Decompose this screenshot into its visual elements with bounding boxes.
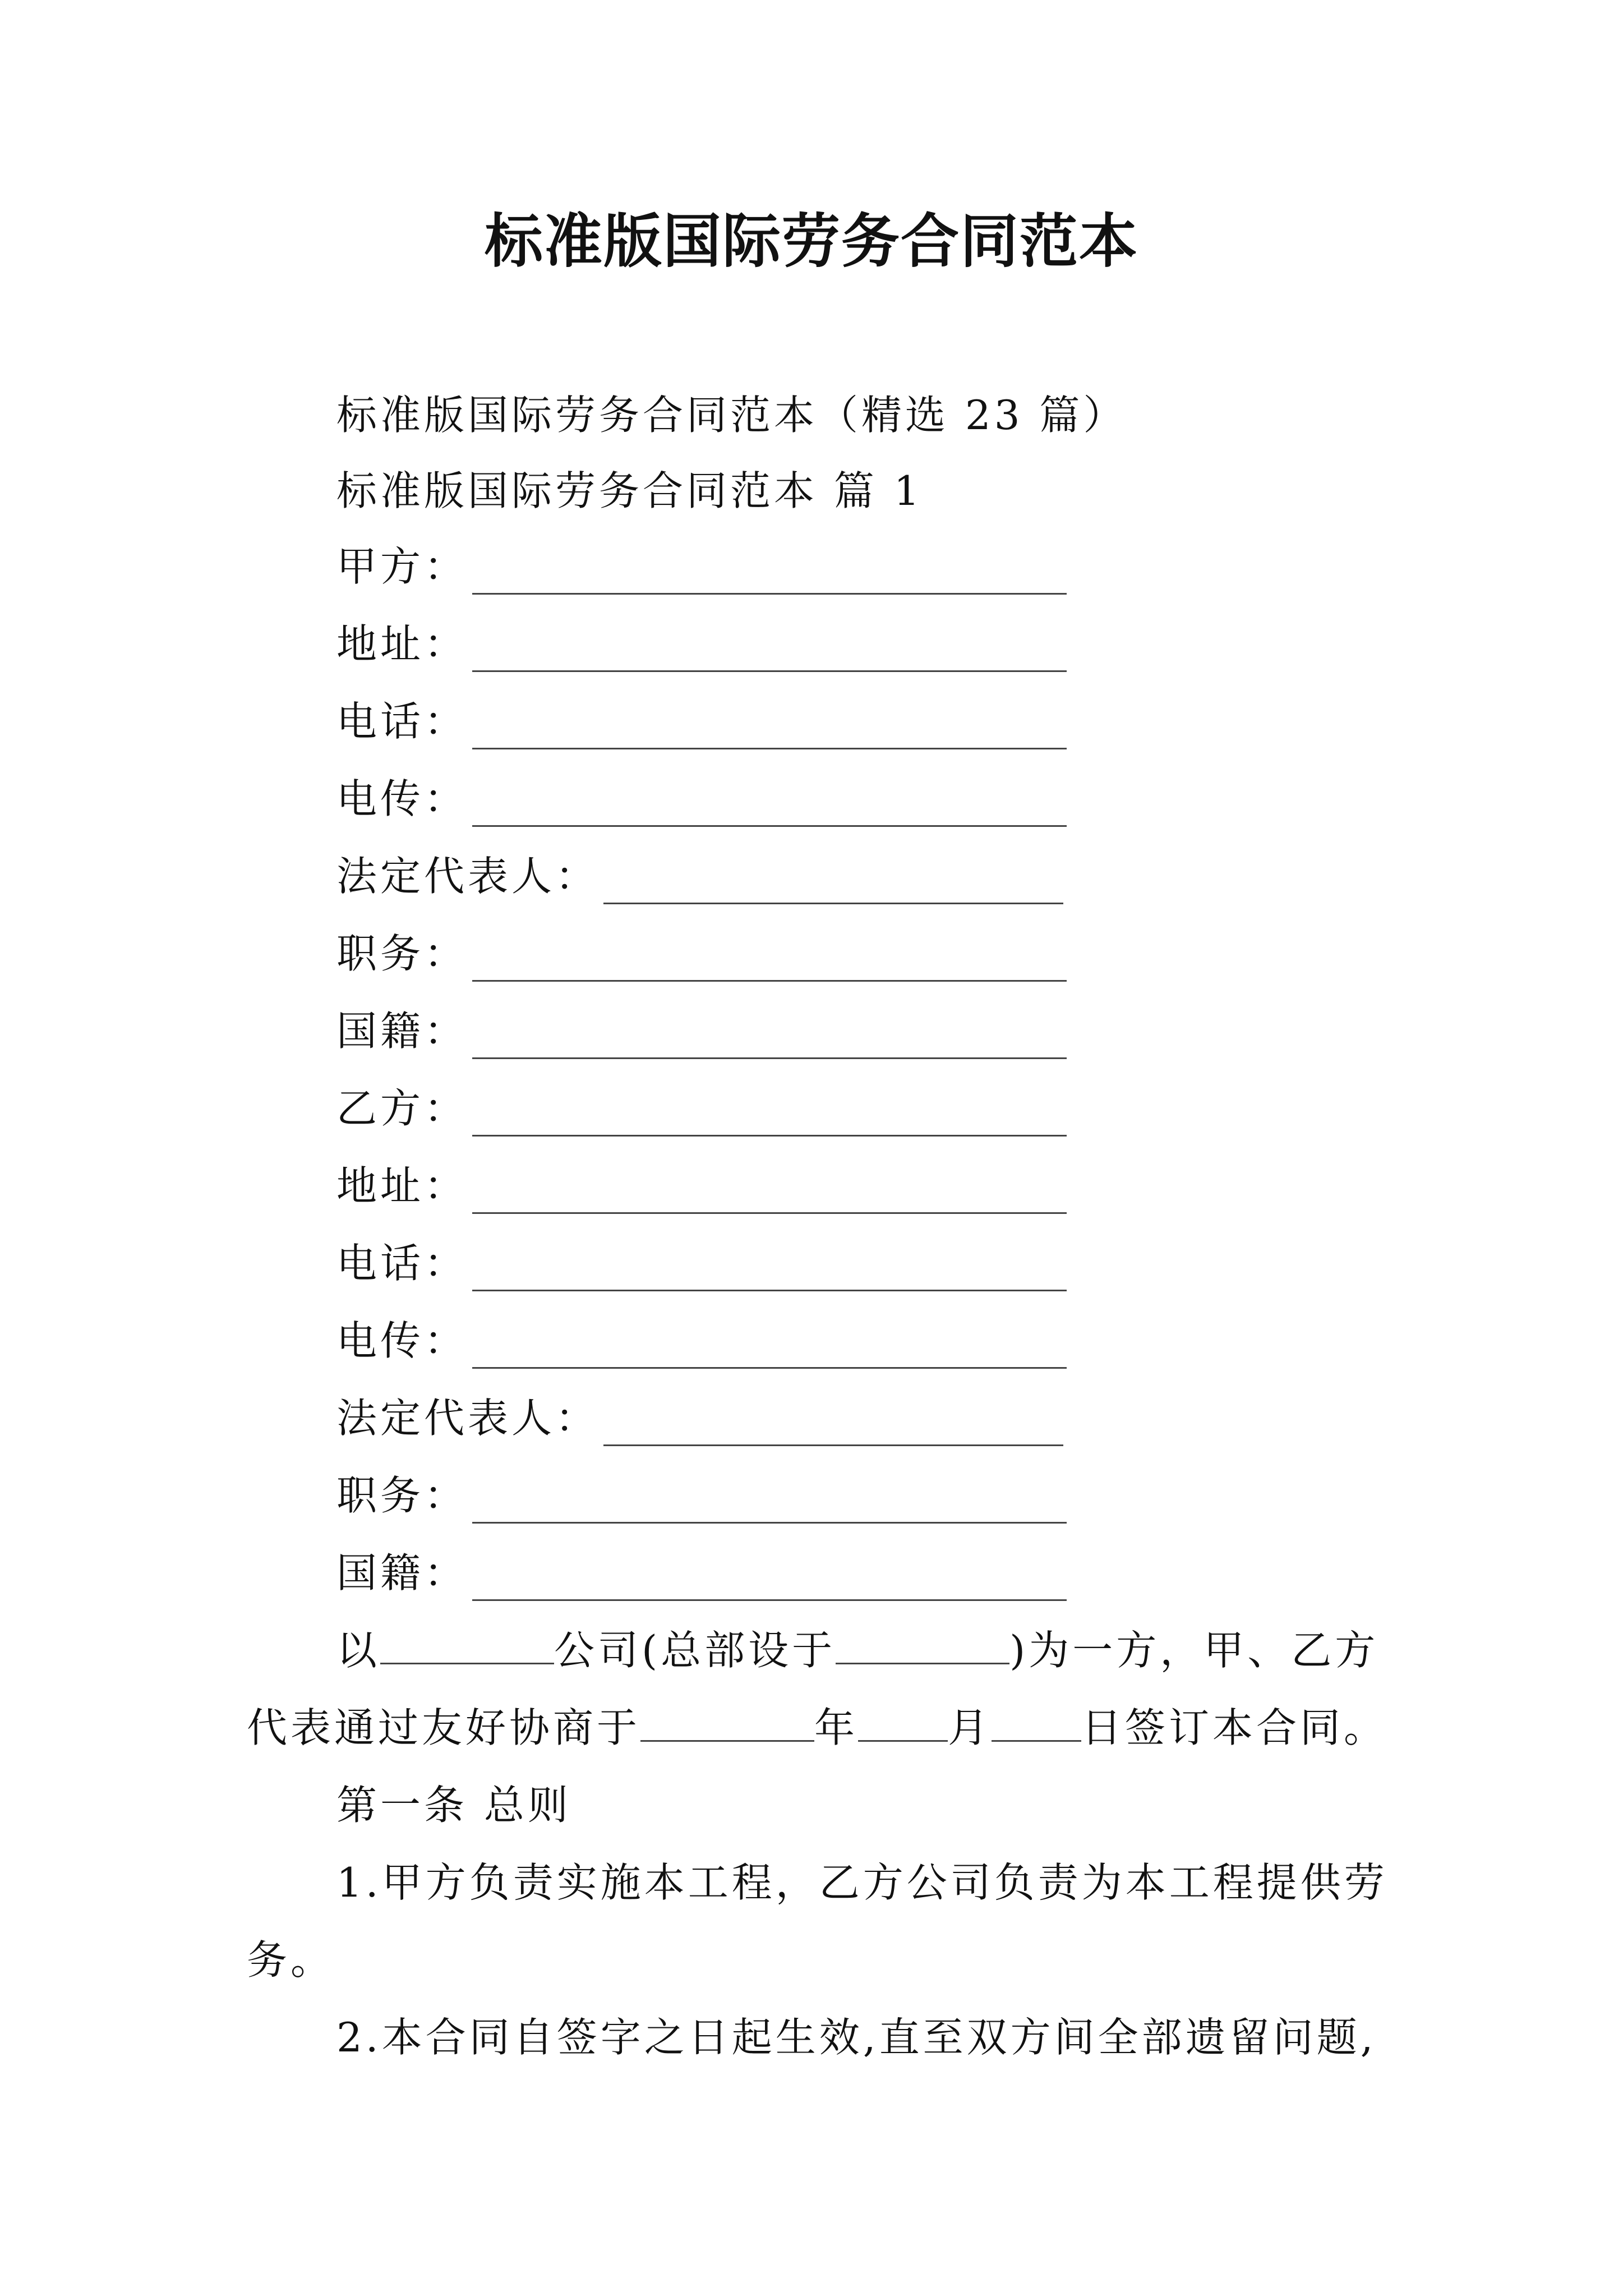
article-1-item-1-line-1: 1.甲方负责实施本工程，乙方公司负责为本工程提供劳	[336, 1859, 1388, 1906]
party-a-address-label: 地址：	[336, 620, 468, 668]
party-b-position-label: 职务：	[336, 1472, 468, 1519]
day-blank[interactable]	[992, 1700, 1081, 1742]
party-b-name-blank[interactable]	[472, 1090, 1067, 1137]
party-a-rep-blank[interactable]	[603, 858, 1063, 904]
party-a-phone-blank[interactable]	[472, 703, 1067, 749]
party-b-address-blank[interactable]	[472, 1167, 1067, 1214]
party-a-phone-field	[336, 693, 1067, 749]
party-b-address-label: 地址：	[336, 1162, 468, 1209]
preamble-line-2	[247, 1700, 1387, 1756]
party-a-position-field	[336, 926, 1067, 982]
party-a-fax-blank[interactable]	[472, 780, 1067, 827]
preamble-line-1	[336, 1622, 1378, 1678]
party-b-nationality-field	[336, 1545, 1067, 1601]
party-a-phone-label: 电话：	[336, 698, 468, 745]
party-a-rep-field	[336, 848, 1063, 904]
party-b-fax-field	[336, 1313, 1067, 1369]
headquarters-blank[interactable]	[836, 1622, 1009, 1664]
party-a-rep-label: 法定代表人：	[336, 853, 600, 900]
party-b-nationality-label: 国籍：	[336, 1549, 468, 1596]
preamble-text-2a: 代表通过友好协商于	[247, 1704, 641, 1751]
party-a-address-blank[interactable]	[472, 625, 1067, 672]
party-b-name-label: 乙方：	[336, 1085, 468, 1132]
party-a-name-label: 甲方：	[336, 543, 468, 590]
party-a-nationality-label: 国籍：	[336, 1007, 468, 1055]
party-b-phone-blank[interactable]	[472, 1245, 1067, 1291]
party-a-position-label: 职务：	[336, 930, 468, 977]
article-1-item-1-line-2: 务。	[247, 1936, 335, 1984]
article-1-item-2-line-1: 2.本合同自签字之日起生效,直至双方间全部遗留问题,	[336, 2014, 1377, 2061]
preamble-text-1c: )为一方，甲、乙方	[1009, 1627, 1379, 1674]
party-b-fax-label: 电传：	[336, 1317, 468, 1364]
party-a-position-blank[interactable]	[472, 935, 1067, 982]
preamble-text-2c: 月	[948, 1704, 992, 1751]
party-a-fax-field	[336, 771, 1067, 827]
party-b-phone-field	[336, 1235, 1067, 1291]
party-b-address-field	[336, 1158, 1067, 1214]
section-heading: 标准版国际劳务合同范本 篇 1	[336, 467, 923, 514]
party-a-name-field	[336, 539, 1067, 595]
preamble-text-2b: 年	[814, 1704, 859, 1751]
document-subtitle: 标准版国际劳务合同范本（精选 23 篇）	[336, 392, 1127, 439]
party-a-address-field	[336, 616, 1067, 672]
preamble-text-2d: 日签订本合同。	[1081, 1704, 1388, 1751]
party-b-rep-field	[336, 1390, 1063, 1446]
year-blank[interactable]	[640, 1700, 814, 1742]
party-b-fax-blank[interactable]	[472, 1322, 1067, 1369]
party-b-position-blank[interactable]	[472, 1477, 1067, 1524]
preamble-text-1a: 以	[336, 1627, 381, 1674]
party-b-rep-blank[interactable]	[603, 1400, 1063, 1446]
party-b-phone-label: 电话：	[336, 1240, 468, 1287]
party-a-fax-label: 电传：	[336, 775, 468, 822]
party-a-name-blank[interactable]	[472, 548, 1067, 595]
party-b-name-field	[336, 1080, 1067, 1137]
company-name-blank[interactable]	[380, 1622, 554, 1664]
month-blank[interactable]	[858, 1700, 948, 1742]
document-title: 标准版国际劳务合同范本	[484, 206, 1138, 275]
article-1-heading: 第一条 总则	[336, 1782, 571, 1829]
party-b-rep-label: 法定代表人：	[336, 1395, 600, 1442]
party-b-position-field	[336, 1467, 1067, 1524]
party-b-nationality-blank[interactable]	[472, 1554, 1067, 1601]
preamble-text-1b: 公司(总部设于	[554, 1627, 836, 1674]
party-a-nationality-blank[interactable]	[472, 1013, 1067, 1059]
party-a-nationality-field	[336, 1003, 1067, 1059]
